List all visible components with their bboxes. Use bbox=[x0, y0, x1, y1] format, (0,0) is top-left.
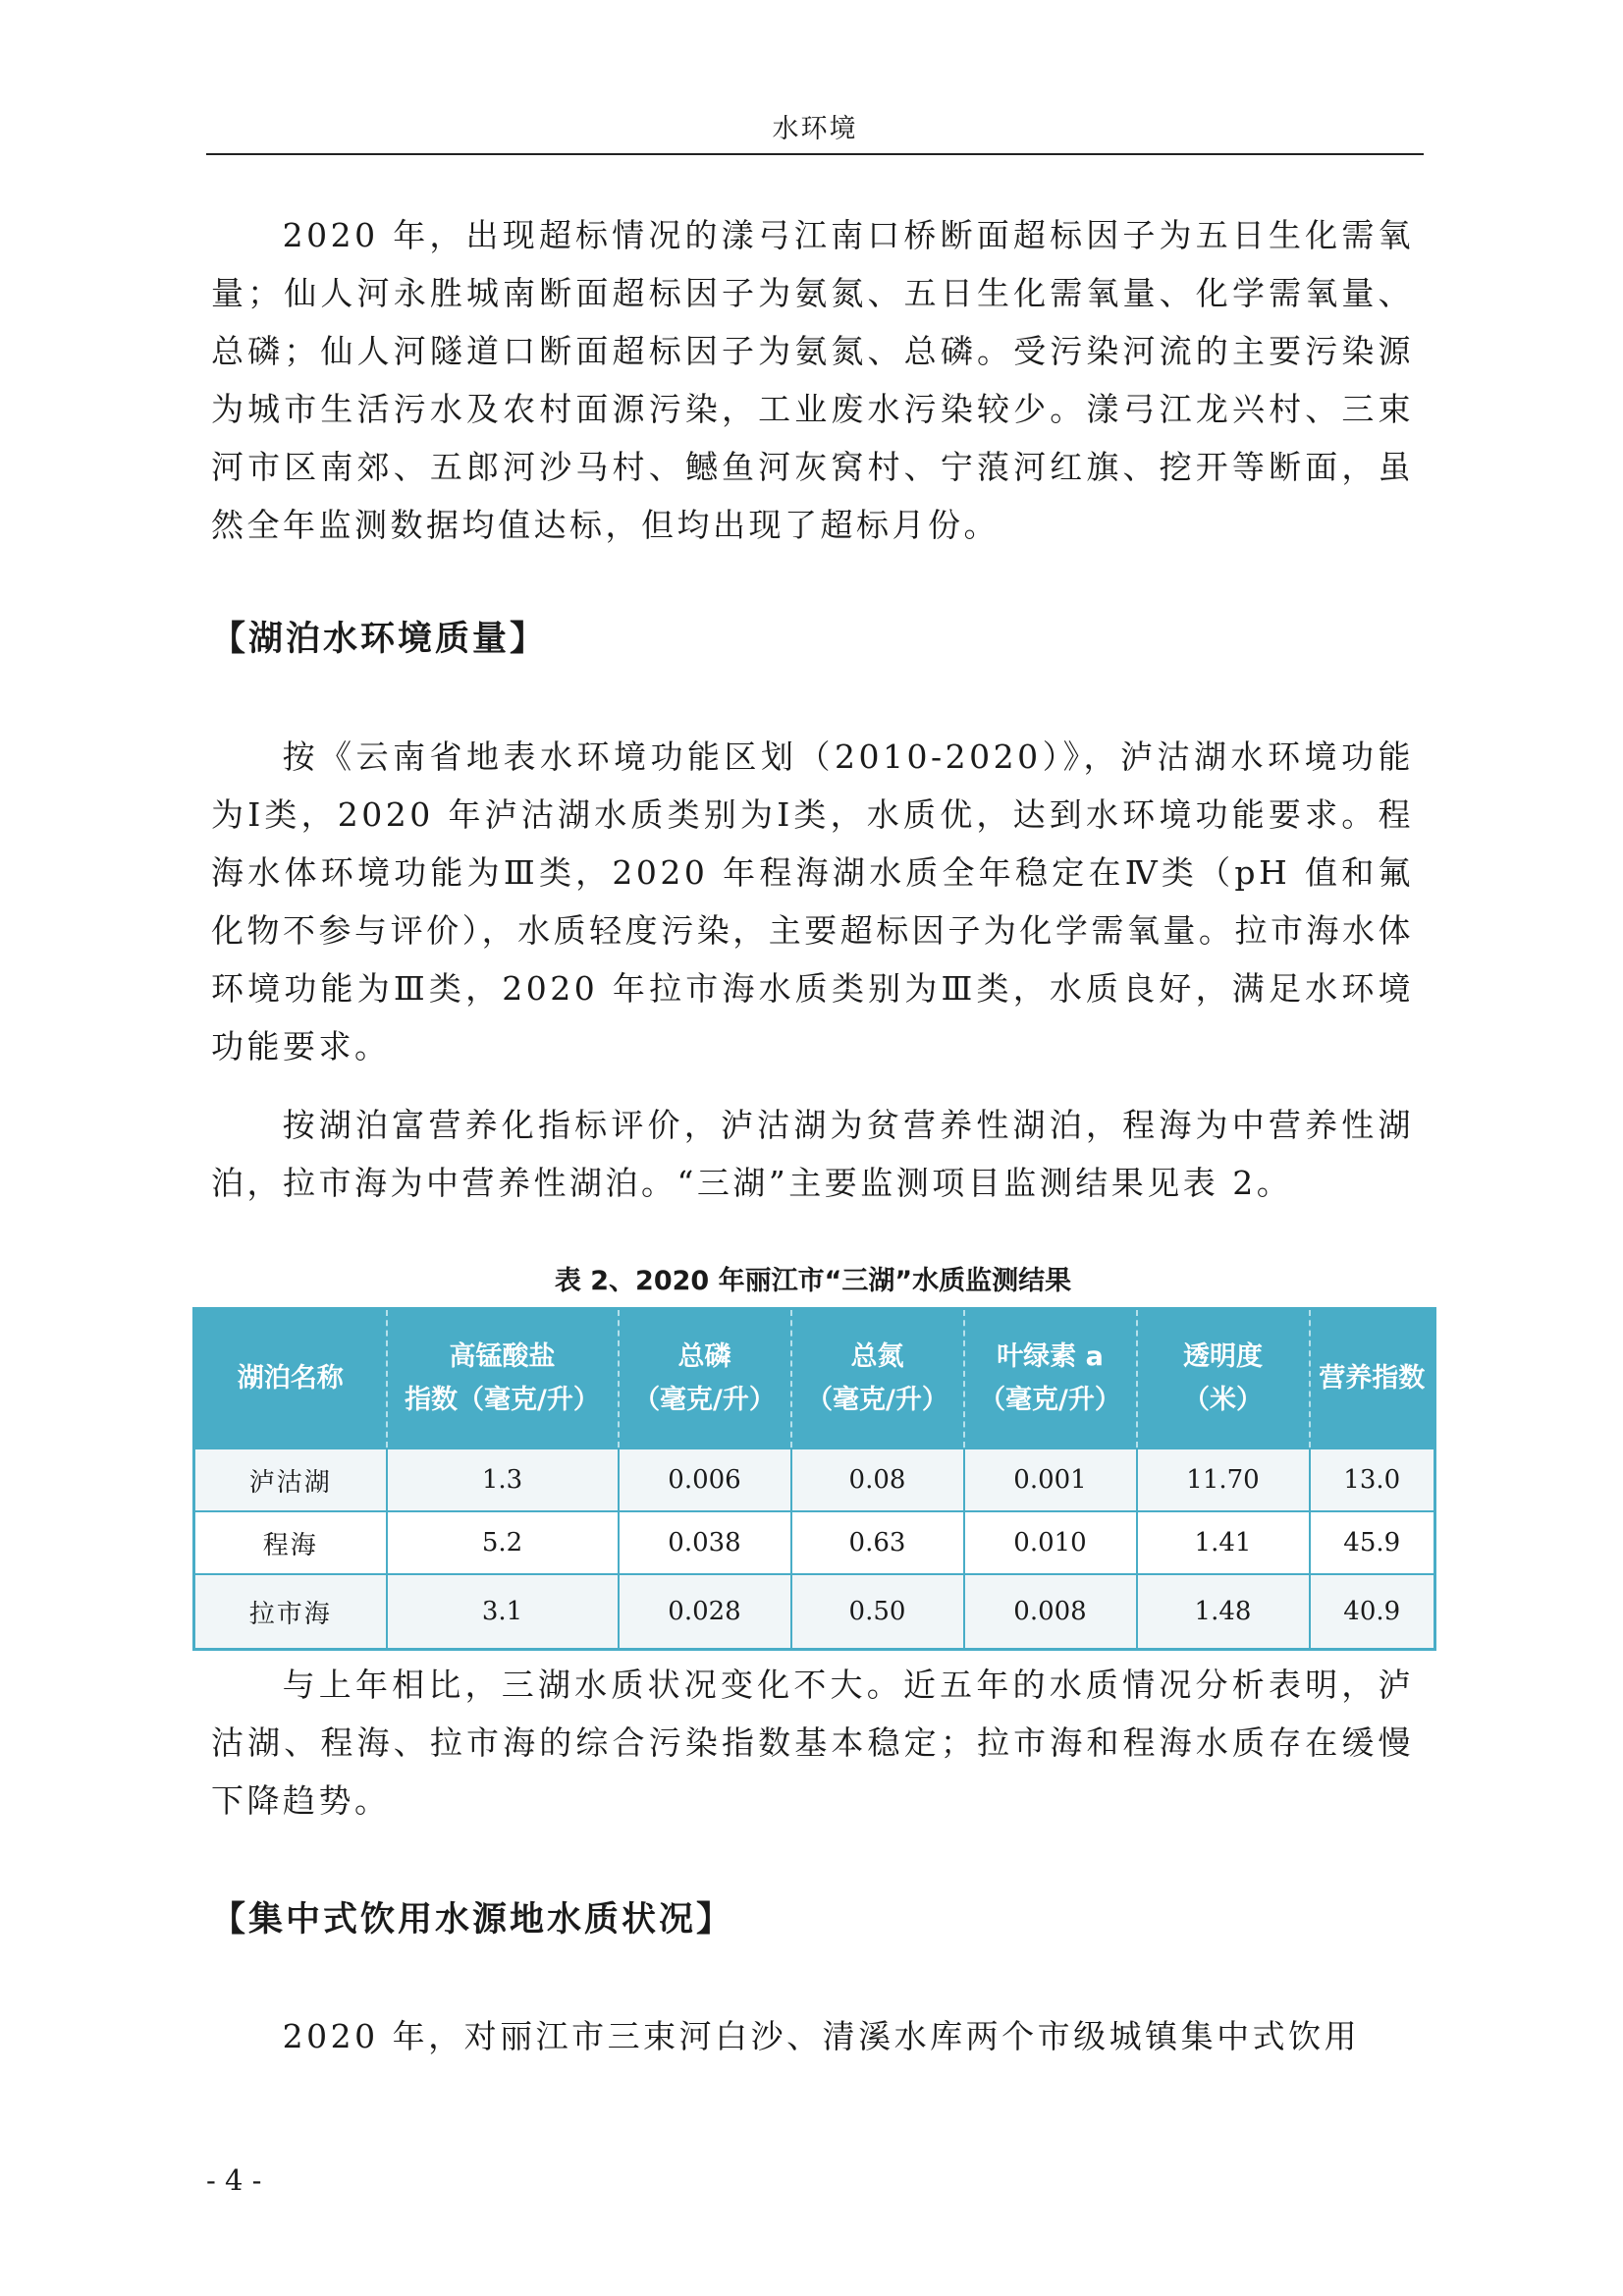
heading-lake-quality: 【湖泊水环境质量】 bbox=[211, 619, 548, 659]
column-header-line: 湖泊名称 bbox=[237, 1363, 344, 1394]
cell-chlorophyll: 0.008 bbox=[964, 1574, 1137, 1650]
cell-nutrient-index: 13.0 bbox=[1310, 1449, 1435, 1511]
column-header-unit: （米） bbox=[1183, 1385, 1263, 1415]
table-header-row bbox=[194, 1309, 1435, 1449]
paragraph-river-exceedance: 2020 年，出现超标情况的漾弓江南口桥断面超标因子为五日生化需氧量；仙人河永胜城南断面超标因子为氨氮、五日生化需氧量、化学需氧量、总磷；仙人河隧道口断面超标因子为氨氮、总磷。受污染河流的主要污染源为城市生活污水及农村面源污染，工业废水污染较少。漾弓江龙兴村、三束河市区南郊、五郎河沙马村、鳡鱼河灰窝村、宁蒗河红旗、挖开等断面，虽然全年监测数据均值达标，但均出现了超标月份。 bbox=[211, 216, 1414, 544]
cell-total-phosphorus: 0.028 bbox=[619, 1574, 791, 1650]
heading-drinking-water: 【集中式饮用水源地水质状况】 bbox=[211, 1899, 734, 1940]
cell-total-nitrogen: 0.08 bbox=[791, 1449, 964, 1511]
column-header-line: 总磷 bbox=[677, 1341, 731, 1372]
cell-transparency: 11.70 bbox=[1137, 1449, 1310, 1511]
column-header-line: 叶绿素 a bbox=[997, 1341, 1104, 1372]
cell-total-nitrogen: 0.50 bbox=[791, 1574, 964, 1650]
column-header-unit: （毫克/升） bbox=[806, 1385, 948, 1415]
cell-chlorophyll: 0.001 bbox=[964, 1449, 1137, 1511]
column-header-transparency bbox=[1137, 1309, 1310, 1449]
column-header-line: 总氮 bbox=[850, 1341, 904, 1372]
column-header-line: 高锰酸盐 bbox=[449, 1341, 556, 1372]
cell-total-nitrogen: 0.63 bbox=[791, 1511, 964, 1574]
table-caption: 表 2、2020 年丽江市“三湖”水质监测结果 bbox=[554, 1266, 1072, 1296]
column-header-line: 营养指数 bbox=[1319, 1363, 1426, 1394]
paragraph-trend-analysis: 与上年相比，三湖水质状况变化不大。近五年的水质情况分析表明，泸沽湖、程海、拉市海的综合污染指数基本稳定；拉市海和程海水质存在缓慢下降趋势。 bbox=[211, 1666, 1414, 1820]
column-header-unit: （毫克/升） bbox=[979, 1385, 1121, 1415]
column-header-line: 透明度 bbox=[1183, 1341, 1263, 1372]
header-rule bbox=[206, 153, 1424, 155]
cell-lake-name: 泸沽湖 bbox=[194, 1449, 387, 1511]
column-header-permanganate bbox=[387, 1309, 619, 1449]
paragraph-drinking-water-intro: 2020 年，对丽江市三束河白沙、清溪水库两个市级城镇集中式饮用 bbox=[282, 2017, 1361, 2055]
cell-total-phosphorus: 0.038 bbox=[619, 1511, 791, 1574]
cell-nutrient-index: 45.9 bbox=[1310, 1511, 1435, 1574]
column-header-total-nitrogen bbox=[791, 1309, 964, 1449]
cell-chlorophyll: 0.010 bbox=[964, 1511, 1137, 1574]
cell-lake-name: 拉市海 bbox=[194, 1574, 387, 1650]
column-header-lake-name bbox=[194, 1309, 387, 1449]
table-row bbox=[194, 1511, 1435, 1574]
cell-permanganate: 3.1 bbox=[387, 1574, 619, 1650]
table-row bbox=[194, 1574, 1435, 1650]
lake-quality-table bbox=[192, 1307, 1436, 1651]
column-header-nutrient-index bbox=[1310, 1309, 1435, 1449]
page-number: - 4 - bbox=[206, 2163, 262, 2197]
cell-lake-name: 程海 bbox=[194, 1511, 387, 1574]
column-header-unit: （毫克/升） bbox=[633, 1385, 776, 1415]
column-header-total-phosphorus bbox=[619, 1309, 791, 1449]
paragraph-lake-functions: 按《云南省地表水环境功能区划（2010-2020）》，泸沽湖水环境功能为Ⅰ类，2020 年泸沽湖水质类别为Ⅰ类，水质优，达到水环境功能要求。程海水体环境功能为Ⅲ类，2020 年程海湖水质全年稳定在Ⅳ类（pH 值和氟化物不参与评价），水质轻度污染，主要超标因子为化学需氧量。拉市海水体环境功能为Ⅲ类，2020 年拉市海水质类别为Ⅲ类，水质良好，满足水环境功能要求。 bbox=[211, 738, 1414, 1066]
cell-transparency: 1.48 bbox=[1137, 1574, 1310, 1650]
cell-nutrient-index: 40.9 bbox=[1310, 1574, 1435, 1650]
column-header-chlorophyll bbox=[964, 1309, 1137, 1449]
cell-permanganate: 1.3 bbox=[387, 1449, 619, 1511]
cell-transparency: 1.41 bbox=[1137, 1511, 1310, 1574]
column-header-unit: 指数（毫克/升） bbox=[405, 1385, 600, 1415]
table-row bbox=[194, 1449, 1435, 1511]
paragraph-eutrophication: 按湖泊富营养化指标评价，泸沽湖为贫营养性湖泊，程海为中营养性湖泊，拉市海为中营养性湖泊。“三湖”主要监测项目监测结果见表 2。 bbox=[211, 1106, 1414, 1202]
cell-permanganate: 5.2 bbox=[387, 1511, 619, 1574]
cell-total-phosphorus: 0.006 bbox=[619, 1449, 791, 1511]
running-header: 水环境 bbox=[772, 114, 858, 144]
